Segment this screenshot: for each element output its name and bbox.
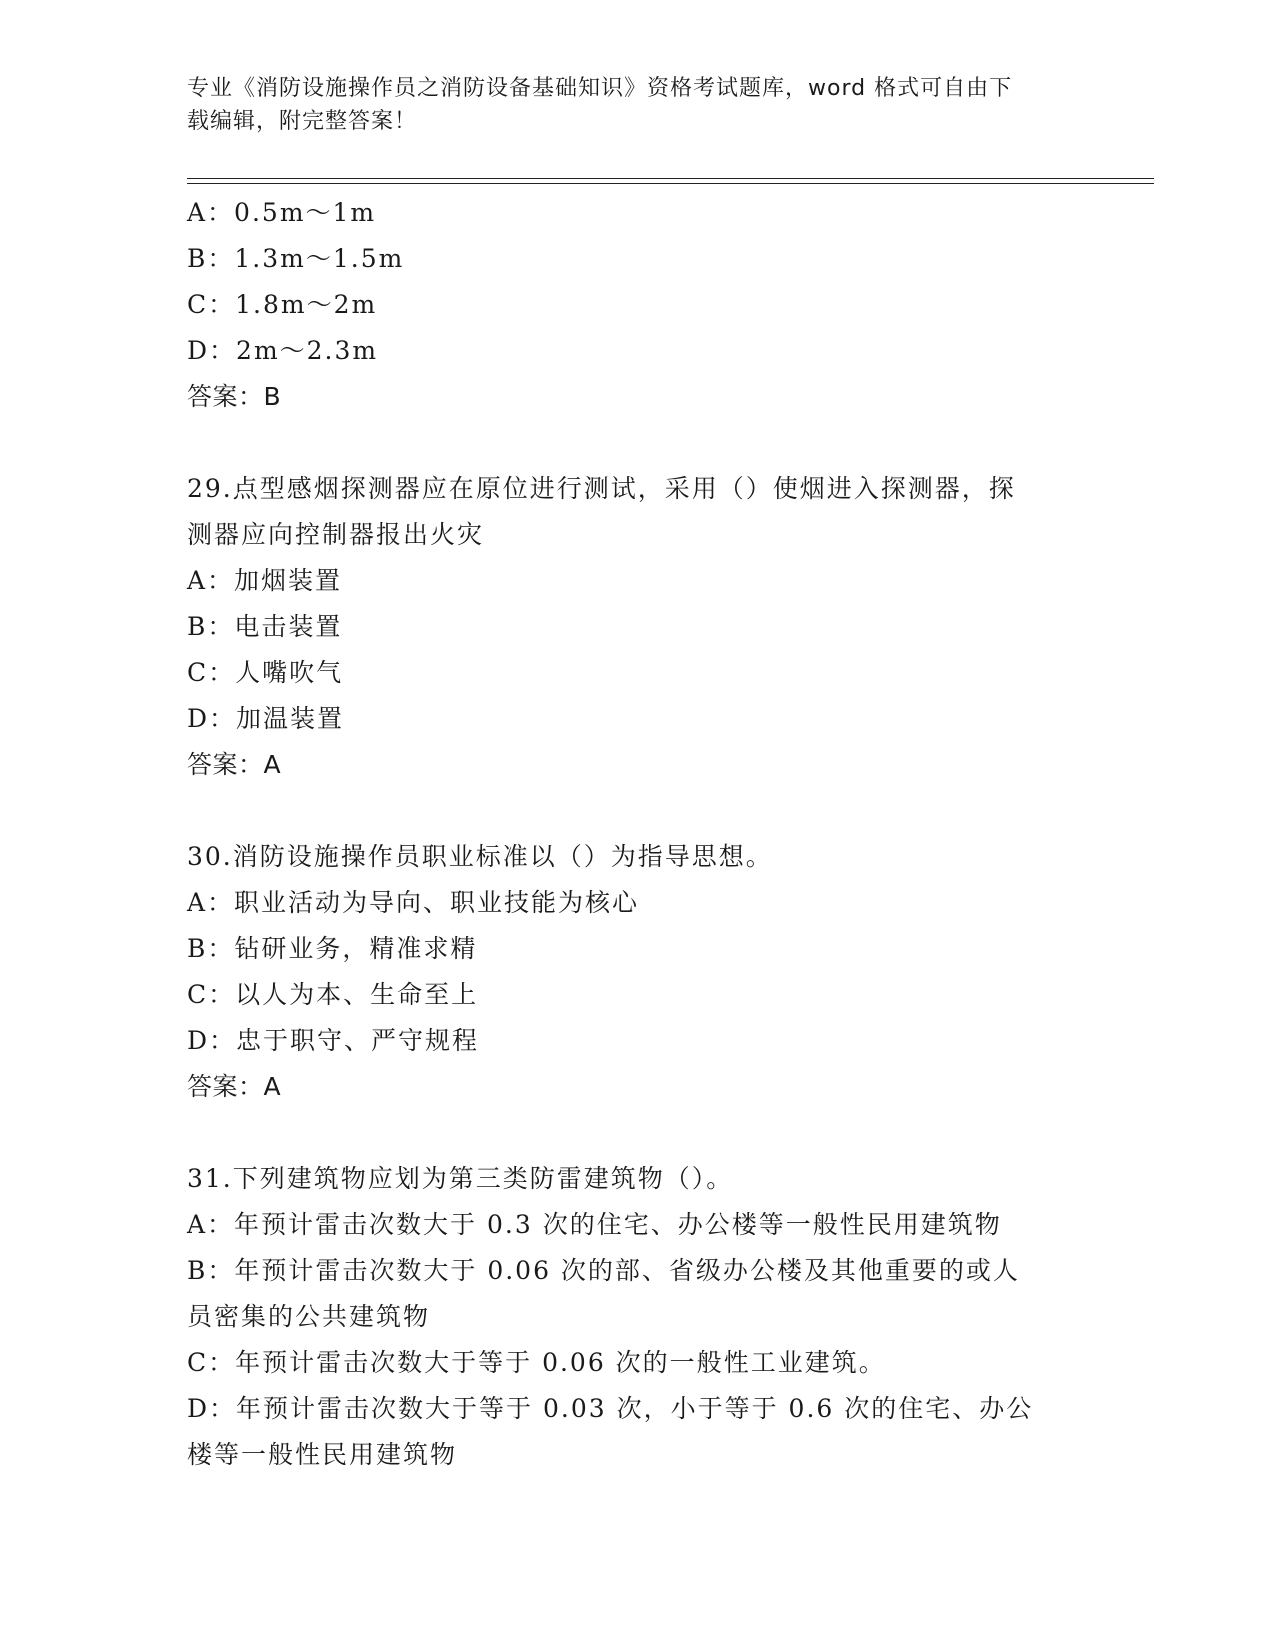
option-a: A：职业活动为导向、职业技能为核心	[187, 888, 640, 917]
option-d: D：忠于职守、严守规程	[187, 1026, 480, 1055]
question-list	[187, 190, 1087, 1478]
option-d: D：2m～2.3m	[187, 336, 379, 365]
option-c: C：1.8m～2m	[187, 290, 378, 319]
answer: 答案：A	[187, 1072, 282, 1101]
option-a: A：0.5m～1m	[187, 198, 377, 227]
header-divider-bottom	[187, 183, 1154, 184]
option-d: D：加温装置	[187, 704, 345, 733]
spacer	[187, 420, 1087, 466]
option-b-continued: 员密集的公共建筑物	[187, 1302, 431, 1331]
option-a: A：年预计雷击次数大于 0.3 次的住宅、办公楼等一般性民用建筑物	[187, 1210, 1002, 1239]
header-line-2: 载编辑，附完整答案！	[187, 109, 418, 134]
option-b: B：钻研业务，精准求精	[187, 934, 478, 963]
option-d: D：年预计雷击次数大于等于 0.03 次，小于等于 0.6 次的住宅、办公	[187, 1394, 1034, 1423]
option-b: B：1.3m～1.5m	[187, 244, 405, 273]
option-c: C：以人为本、生命至上	[187, 980, 479, 1009]
question-29	[187, 466, 1087, 788]
option-c: C：人嘴吹气	[187, 658, 344, 687]
header-divider-top	[187, 178, 1154, 179]
spacer	[187, 788, 1087, 834]
header-line-1: 专业《消防设施操作员之消防设备基础知识》资格考试题库，word 格式可自由下	[187, 76, 1013, 101]
option-c: C：年预计雷击次数大于等于 0.06 次的一般性工业建筑。	[187, 1348, 886, 1377]
question-31	[187, 1156, 1087, 1478]
question-30	[187, 834, 1087, 1110]
option-b: B：电击装置	[187, 612, 343, 641]
option-b: B：年预计雷击次数大于 0.06 次的部、省级办公楼及其他重要的或人	[187, 1256, 1020, 1285]
spacer	[187, 1110, 1087, 1156]
question-stem: 29.点型感烟探测器应在原位进行测试，采用（）使烟进入探测器，探	[187, 474, 1016, 503]
option-a: A：加烟装置	[187, 566, 343, 595]
question-stem: 31.下列建筑物应划为第三类防雷建筑物（）。	[187, 1164, 734, 1193]
answer: 答案：B	[187, 382, 282, 411]
question-28	[187, 190, 1087, 420]
document-header	[187, 72, 1067, 138]
question-stem-continued: 测器应向控制器报出火灾	[187, 520, 485, 549]
option-d-continued: 楼等一般性民用建筑物	[187, 1440, 458, 1469]
answer: 答案：A	[187, 750, 282, 779]
question-stem: 30.消防设施操作员职业标准以（）为指导思想。	[187, 842, 773, 871]
